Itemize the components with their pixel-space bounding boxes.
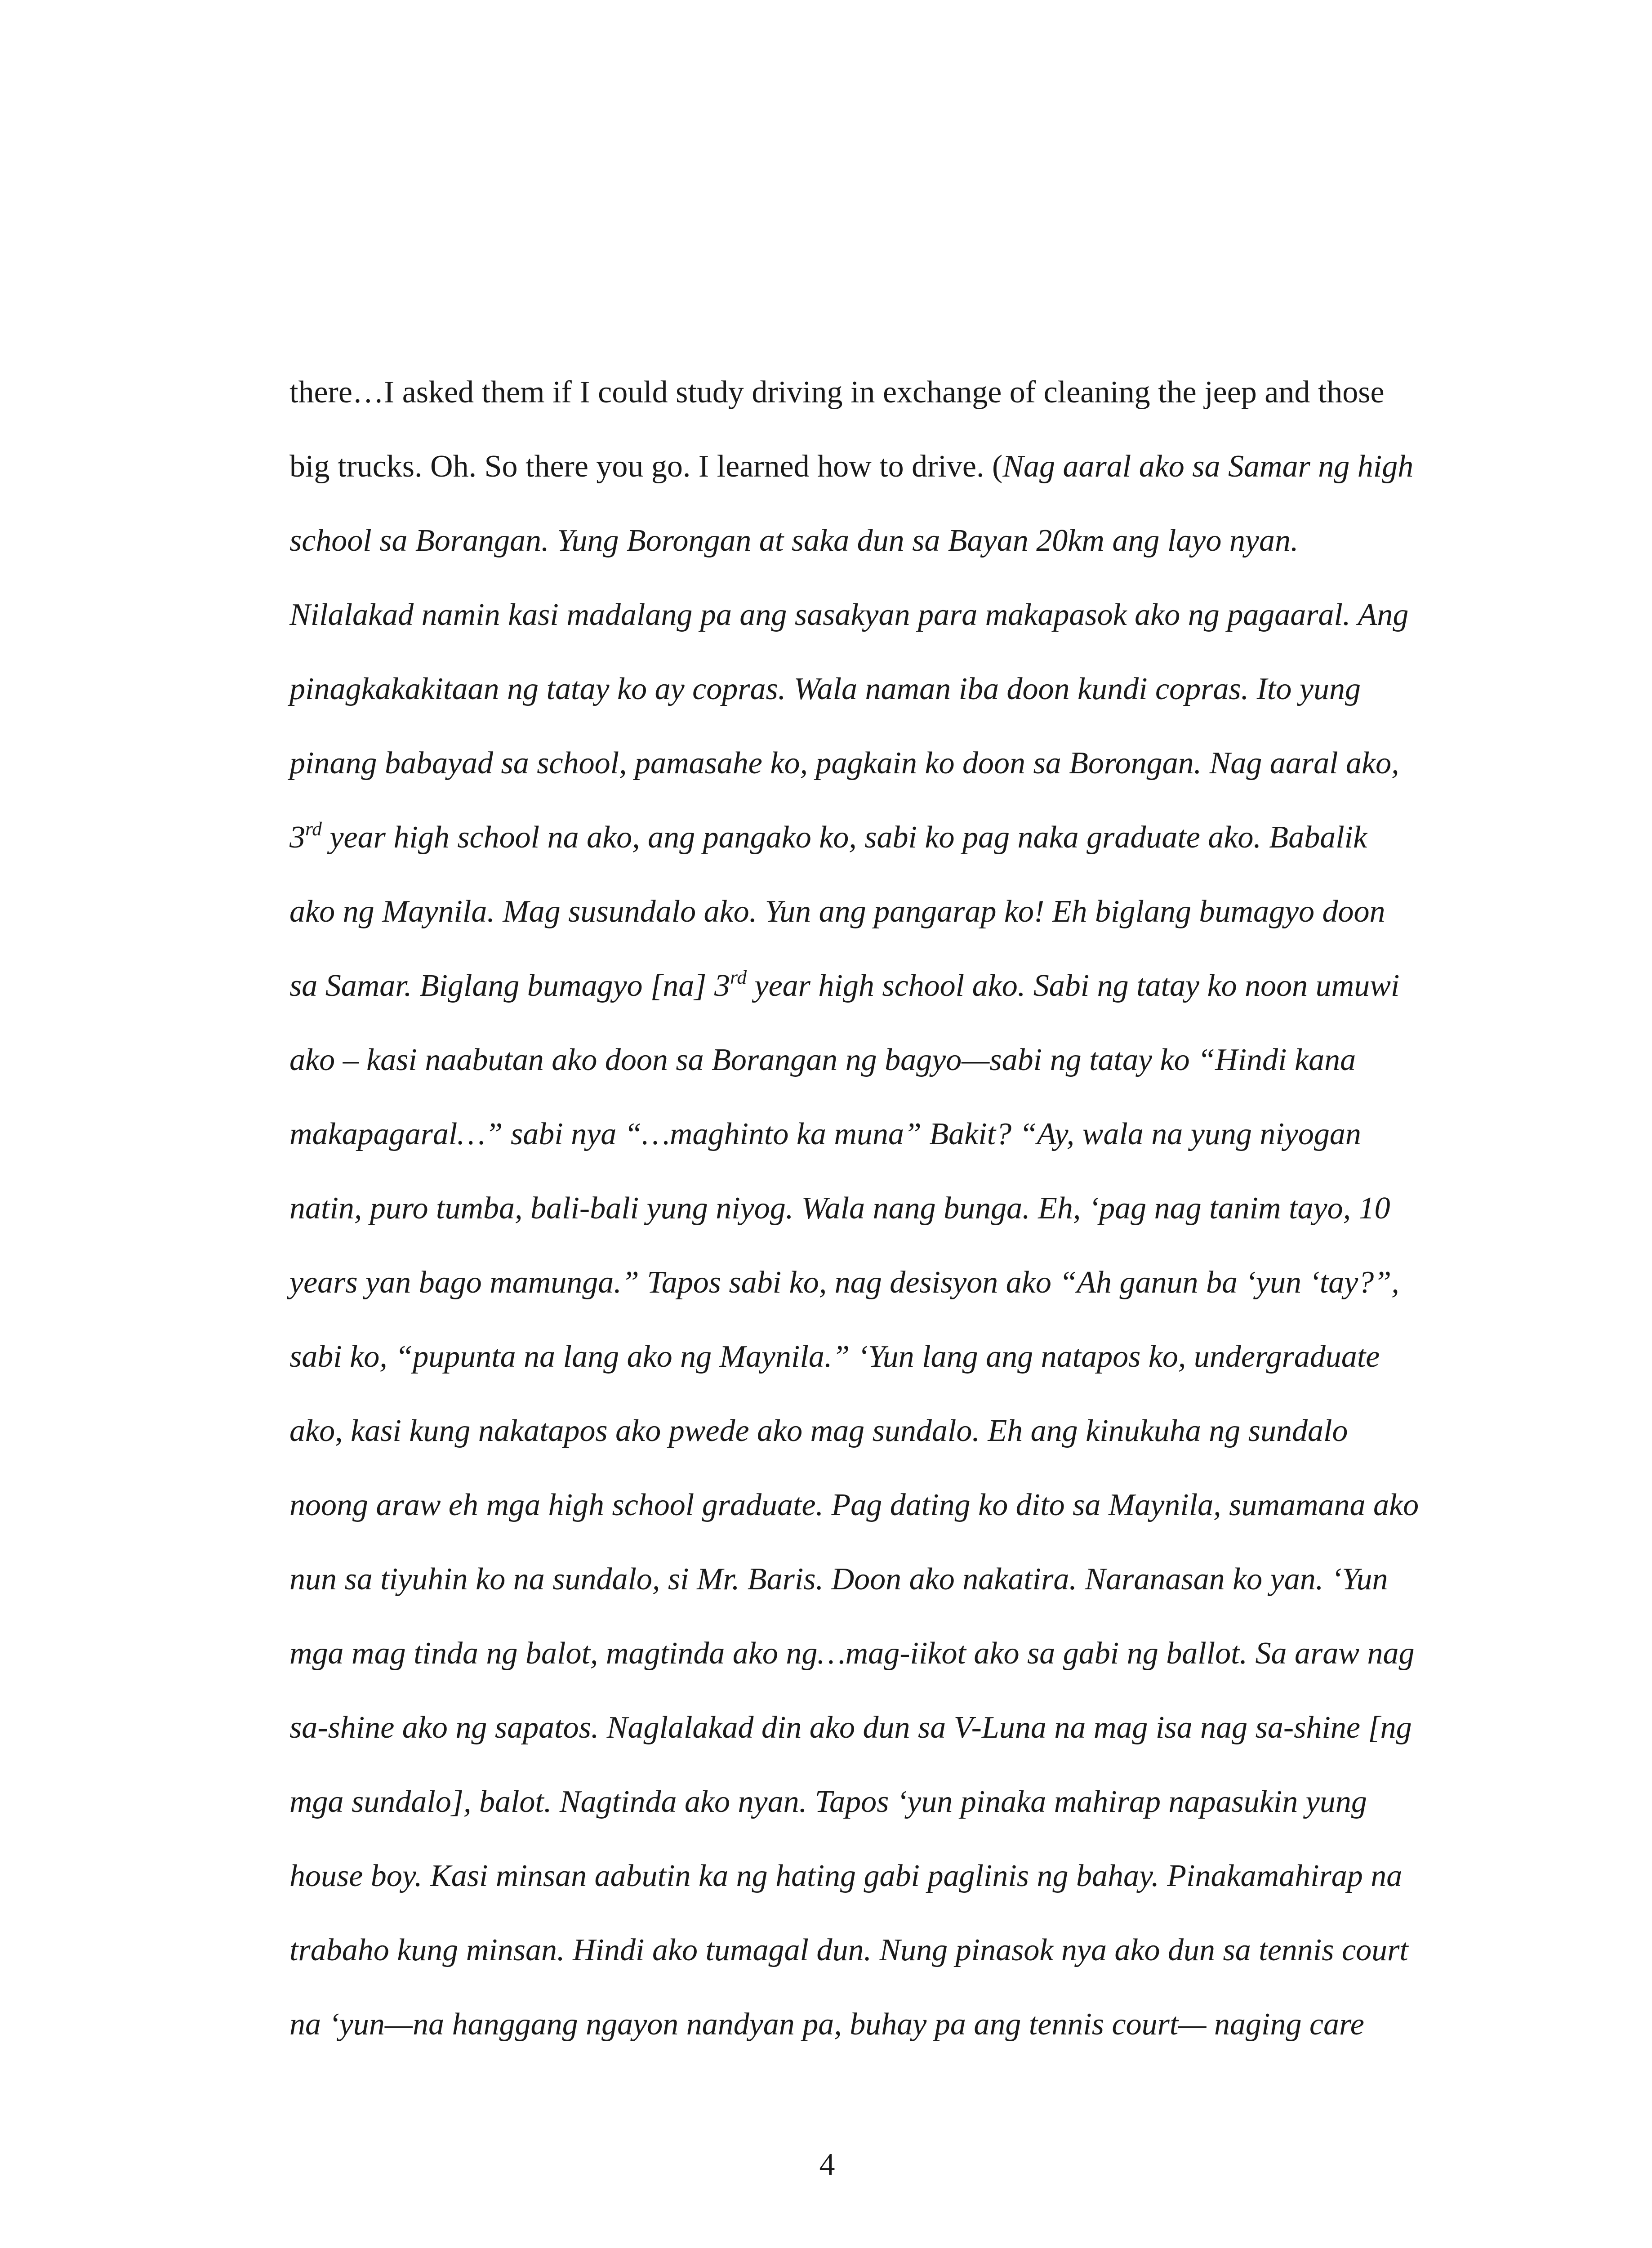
text-line (289, 1023, 1440, 1097)
text-line (289, 1839, 1440, 1913)
text-line (289, 1097, 1440, 1171)
text-segment: nun sa tiyuhin ko na sundalo, si Mr. Baris. Doon ako nakatira. Naranasan ko yan. ‘Yun (289, 1562, 1388, 1597)
text-segment: big trucks. Oh. So there you go. I learned how to drive. ( (289, 449, 1003, 484)
text-segment: Nag aaral ako sa Samar ng high (1002, 449, 1414, 484)
text-line (289, 504, 1440, 578)
text-segment: mga sundalo], balot. Nagtinda ako nyan. Tapos ‘yun pinaka mahirap napasukin yung (289, 1784, 1367, 1819)
text-line (289, 1542, 1440, 1616)
text-segment: mga mag tinda ng balot, magtinda ako ng…mag-iikot ako sa gabi ng ballot. Sa araw nag (289, 1636, 1415, 1671)
text-line (289, 1765, 1440, 1839)
text-segment: year high school ako. Sabi ng tatay ko noon umuwi (747, 968, 1400, 1003)
text-segment: trabaho kung minsan. Hindi ako tumagal dun. Nung pinasok nya ako dun sa tennis court (289, 1933, 1408, 1967)
text-line (289, 800, 1440, 874)
text-line (289, 1394, 1440, 1468)
text-line (289, 726, 1440, 800)
text-segment: natin, puro tumba, bali-bali yung niyog. Wala nang bunga. Eh, ‘pag nag tanim tayo, 10 (289, 1191, 1390, 1226)
text-segment: makapagaral…” sabi nya “…maghinto ka muna” Bakit? “Ay, wala na yung niyogan (289, 1117, 1361, 1151)
text-segment: sabi ko, “pupunta na lang ako ng Maynila.” ‘Yun lang ang natapos ko, undergraduate (289, 1339, 1380, 1374)
text-segment: ako – kasi naabutan ako doon sa Borangan ng bagyo—sabi ng tatay ko “Hindi kana (289, 1043, 1356, 1077)
text-segment: sa-shine ako ng sapatos. Naglalakad din ako dun sa V-Luna na mag isa nag sa-shine [ng (289, 1710, 1412, 1745)
text-line (289, 1171, 1440, 1245)
text-segment: ako, kasi kung nakatapos ako pwede ako mag sundalo. Eh ang kinukuha ng sundalo (289, 1414, 1348, 1448)
text-segment: house boy. Kasi minsan aabutin ka ng hating gabi paglinis ng bahay. Pinakamahirap na (289, 1859, 1403, 1893)
text-segment: years yan bago mamunga.” Tapos sabi ko, nag desisyon ako “Ah ganun ba ‘yun ‘tay?”, (289, 1265, 1399, 1300)
text-segment: pinang babayad sa school, pamasahe ko, pagkain ko doon sa Borongan. Nag aaral ako, (289, 746, 1399, 781)
text-line (289, 1245, 1440, 1320)
text-segment: noong araw eh mga high school graduate. Pag dating ko dito sa Maynila, sumamana ako (289, 1488, 1419, 1522)
superscript-text: rd (305, 818, 322, 840)
text-segment: pinagkakakitaan ng tatay ko ay copras. Wala naman iba doon kundi copras. Ito yung (289, 672, 1361, 706)
text-line (289, 1468, 1440, 1542)
text-line (289, 1690, 1440, 1765)
superscript-text: rd (730, 967, 747, 989)
text-segment: year high school na ako, ang pangako ko, sabi ko pag naka graduate ako. Babalik (321, 820, 1367, 855)
text-line (289, 949, 1440, 1023)
text-segment: 3 (289, 820, 305, 855)
text-line (289, 1987, 1440, 2061)
body-text (289, 355, 1440, 2061)
text-segment: school sa Borangan. Yung Borongan at saka dun sa Bayan 20km ang layo nyan. (289, 523, 1299, 558)
text-line (289, 578, 1440, 652)
text-line (289, 355, 1440, 429)
text-segment: sa Samar. Biglang bumagyo [na] 3 (289, 968, 730, 1003)
text-line (289, 874, 1440, 949)
text-line (289, 429, 1440, 504)
text-segment: Nilalakad namin kasi madalang pa ang sasakyan para makapasok ako ng pagaaral. Ang (289, 598, 1409, 632)
text-segment: there…I asked them if I could study driving in exchange of cleaning the jeep and those (289, 375, 1385, 410)
text-segment: ako ng Maynila. Mag susundalo ako. Yun ang pangarap ko! Eh biglang bumagyo doon (289, 894, 1385, 929)
text-line (289, 1320, 1440, 1394)
text-line (289, 652, 1440, 726)
page-number: 4 (819, 2147, 835, 2182)
text-line (289, 1616, 1440, 1690)
text-segment: na ‘yun—na hanggang ngayon nandyan pa, buhay pa ang tennis court— naging care (289, 2007, 1364, 2042)
text-line (289, 1913, 1440, 1987)
